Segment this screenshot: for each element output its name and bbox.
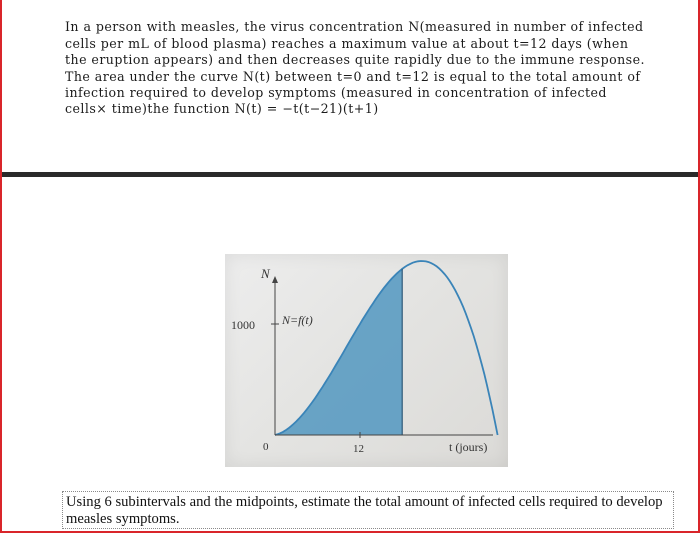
x-axis-label: t (jours) [449, 440, 488, 454]
problem-line: cells× time)the function N(t) = −t(t−21)(t+1) [65, 101, 379, 117]
shaded-area [275, 269, 402, 435]
y-axis-label: N [261, 266, 270, 281]
x-tick-label: 12 [353, 443, 364, 455]
y-axis-arrow [272, 276, 278, 283]
graph-svg [225, 254, 508, 467]
problem-line: the eruption appears) and then decreases quite rapidly due to the immune response. [65, 52, 645, 68]
graph-figure [225, 254, 508, 467]
problem-line: In a person with measles, the virus concentration N(measured in number of infected [65, 19, 644, 35]
y-tick-label: 1000 [231, 318, 255, 332]
problem-statement [65, 3, 680, 118]
problem-line: infection required to develop symptoms (measured in concentration of infected [65, 85, 607, 101]
problem-line: The area under the curve N(t) between t=0 and t=12 is equal to the total amount of [65, 68, 641, 84]
curve-label: N=f(t) [282, 313, 313, 327]
problem-panel [2, 0, 698, 172]
question-box [62, 491, 674, 529]
panel-divider [2, 172, 698, 177]
question-text: Using 6 subintervals and the midpoints, estimate the total amount of infected cells required to develop measles symptoms. [66, 494, 663, 527]
problem-line: cells per mL of blood plasma) reaches a maximum value at about t=12 days (when [65, 35, 629, 51]
origin-label: 0 [263, 441, 269, 453]
